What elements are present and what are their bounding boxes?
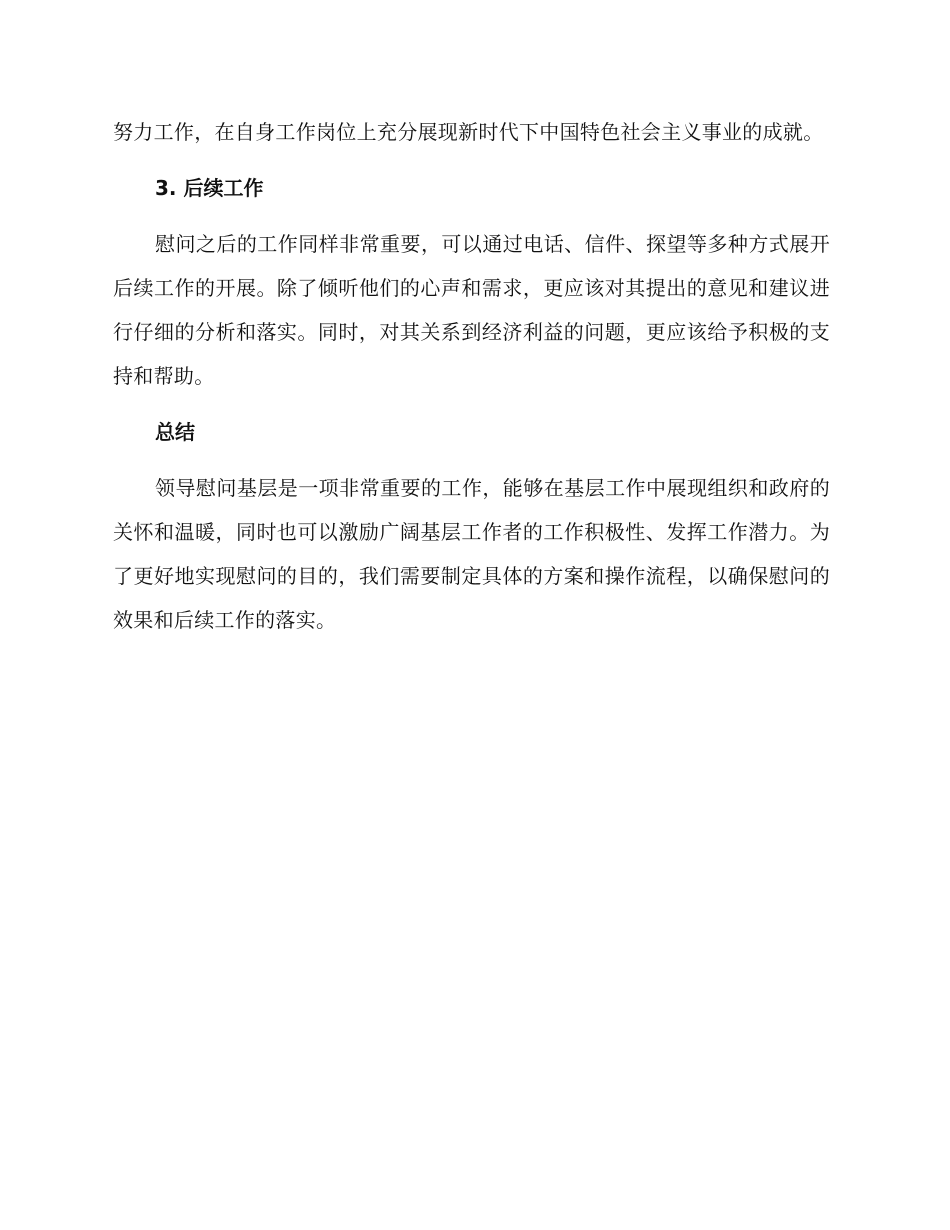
summary-heading: 总结 xyxy=(155,420,195,444)
document-body xyxy=(113,110,830,642)
spacer xyxy=(113,154,830,166)
section-3-paragraph: 慰问之后的工作同样非常重要，可以通过电话、信件、探望等多种方式展开后续工作的开展。除了倾听他们的心声和需求，更应该对其提出的意见和建议进行仔细的分析和落实。同时，对其关系到经济利益的问题，更应该给予积极的支持和帮助。 xyxy=(113,232,830,388)
section-3-heading: 3. 后续工作 xyxy=(155,176,264,200)
spacer xyxy=(113,210,830,222)
summary-paragraph: 领导慰问基层是一项非常重要的工作，能够在基层工作中展现组织和政府的关怀和温暖，同时也可以激励广阔基层工作者的工作积极性、发挥工作潜力。为了更好地实现慰问的目的，我们需要制定具体的方案和操作流程，以确保慰问的效果和后续工作的落实。 xyxy=(113,476,830,632)
spacer xyxy=(113,454,830,466)
spacer xyxy=(113,398,830,410)
continuation-paragraph: 努力工作，在自身工作岗位上充分展现新时代下中国特色社会主义事业的成就。 xyxy=(113,120,824,144)
